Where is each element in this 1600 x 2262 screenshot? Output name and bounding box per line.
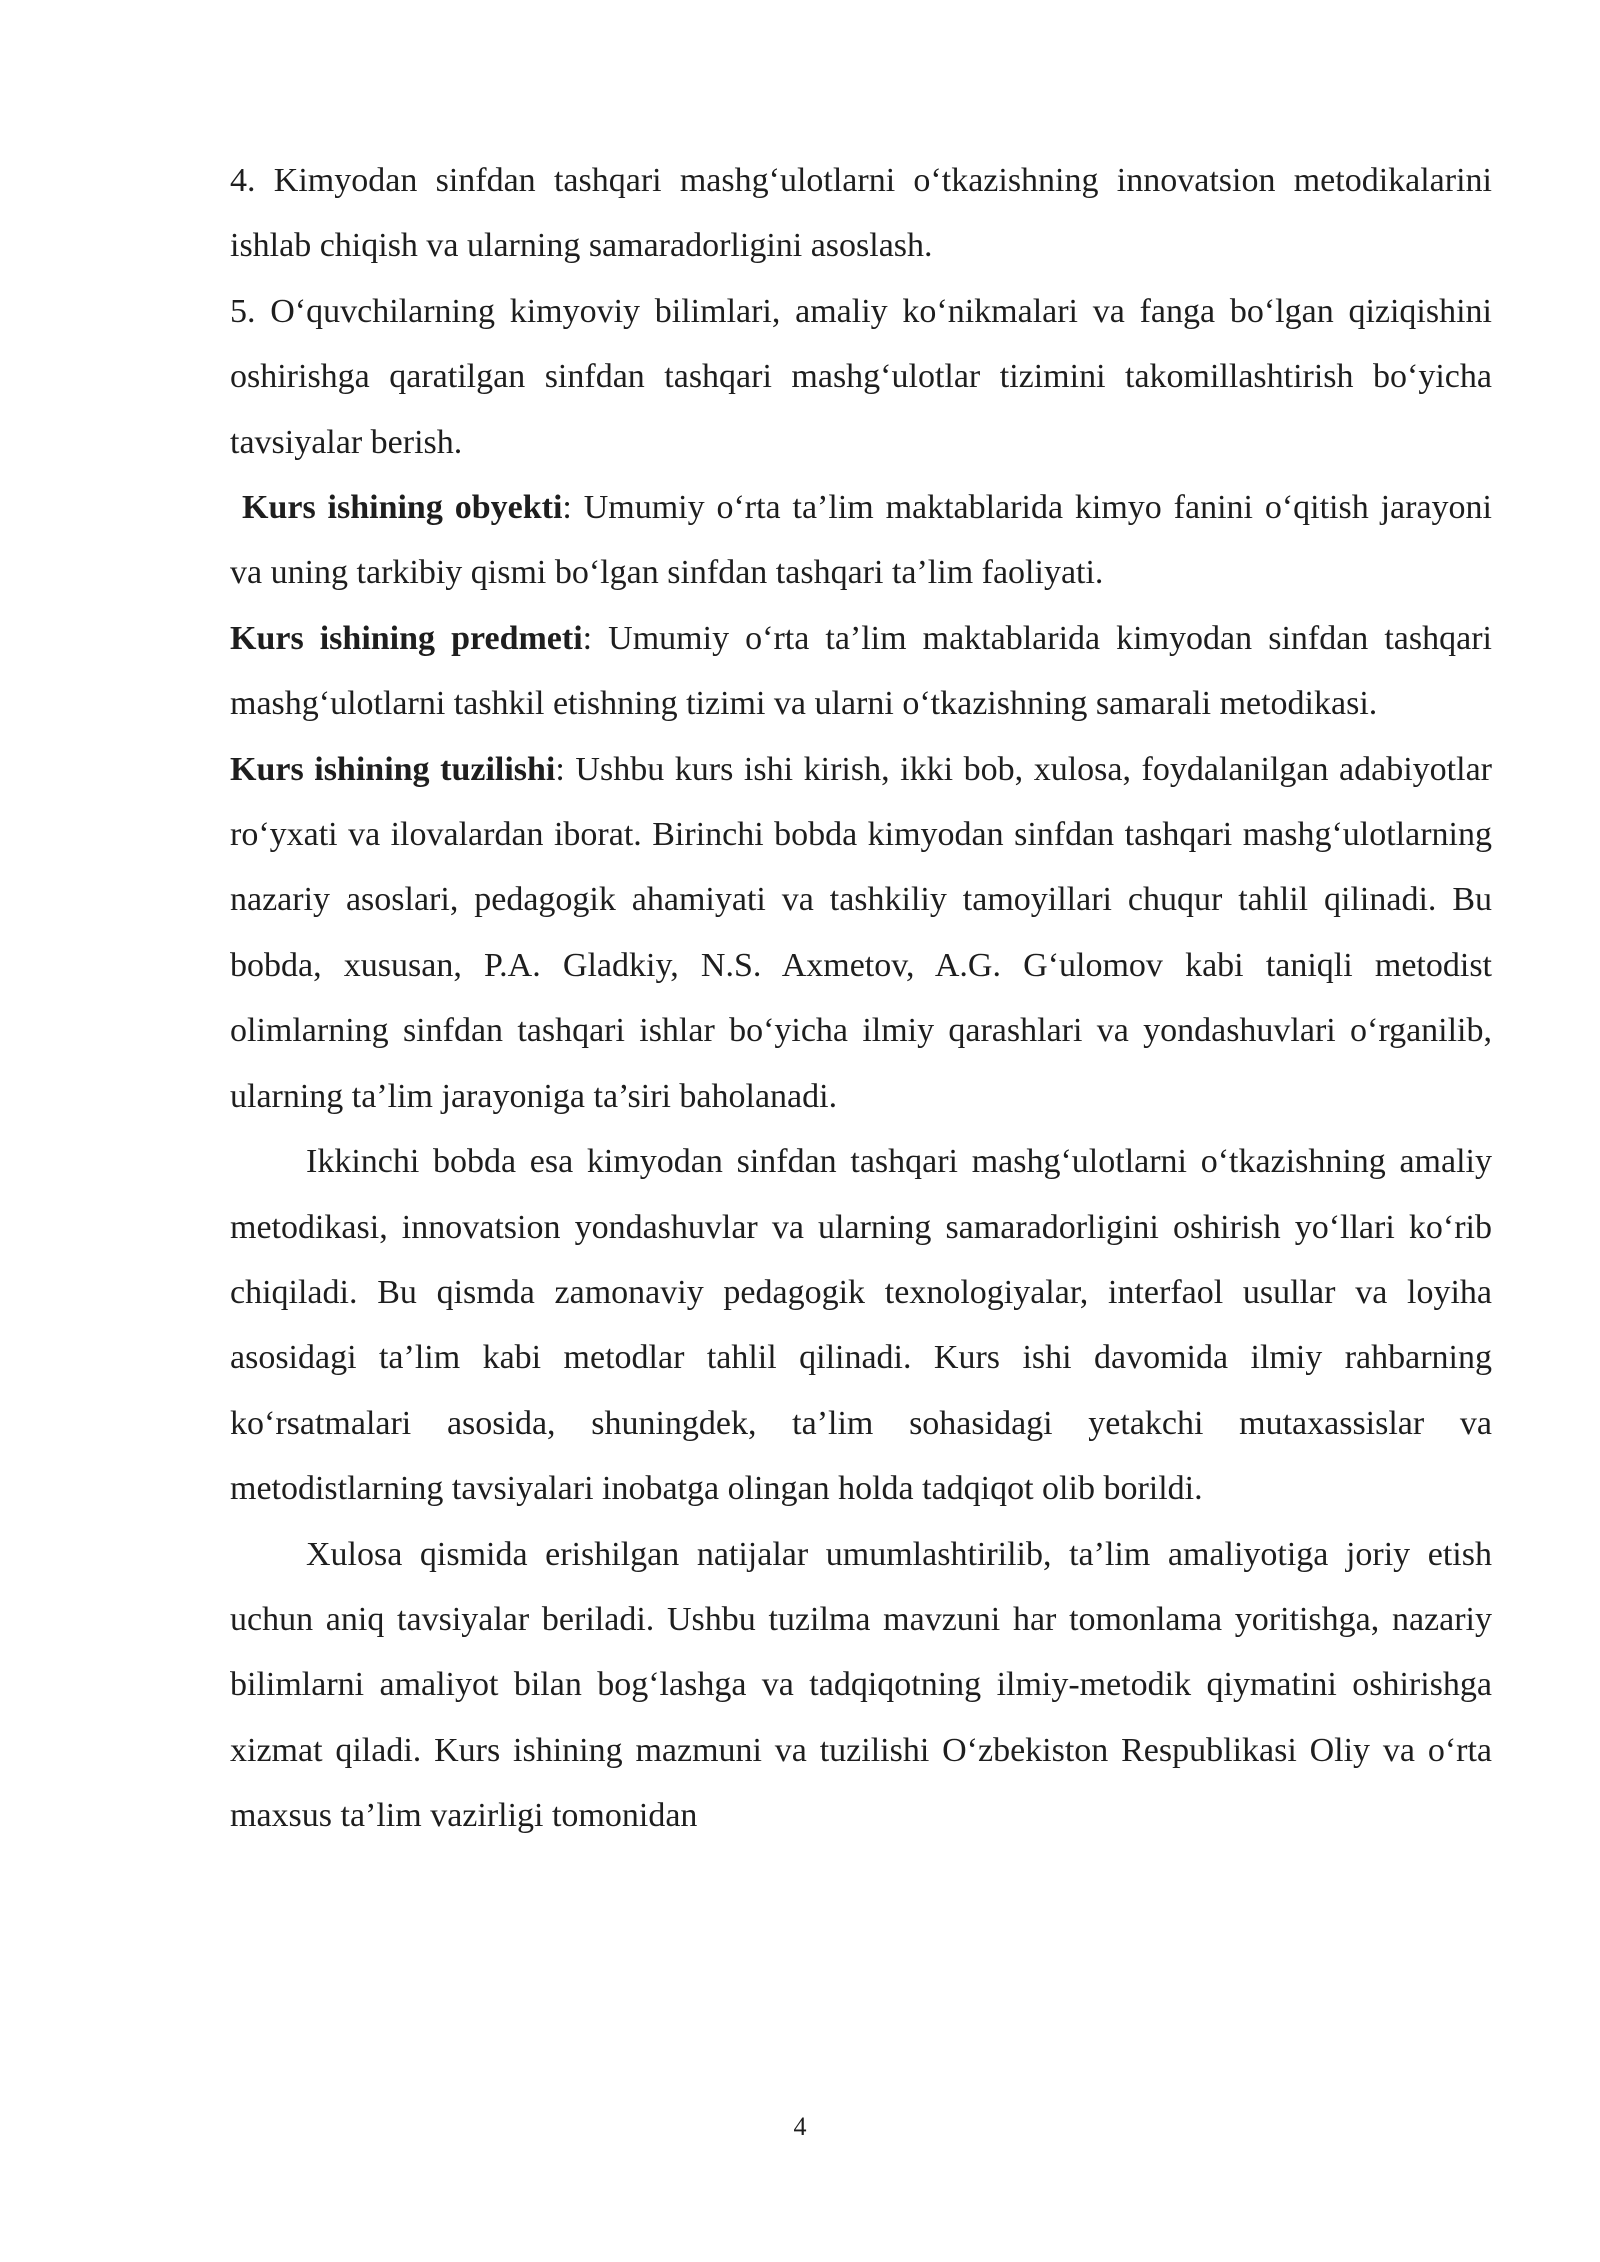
subject-label: Kurs ishining predmeti	[230, 619, 583, 657]
subject-paragraph	[230, 606, 1492, 737]
object-paragraph	[230, 475, 1492, 606]
structure-text: : Ushbu kurs ishi kirish, ikki bob, xulosa, foydalanilgan adabiyotlar ro‘yxati va ilovalardan iborat. Birinchi bobda kimyodan sinfdan tashqari mashg‘ulotlarning nazariy asoslari, pedagogik ahamiyati va tashkiliy tamoyillari chuqur tahlil qilinadi. Bu bobda, xususan, P.A. Gladkiy, N.S. Axmetov, A.G. G‘ulomov kabi taniqli metodist olimlarning sinfdan tashqari ishlar bo‘yicha ilmiy qarashlari va yondashuvlari o‘rganilib, ularning ta’lim jarayoniga ta’siri baholanadi.	[230, 750, 1492, 1115]
object-label: Kurs ishining obyekti	[242, 489, 563, 527]
document-page	[230, 148, 1492, 1849]
structure-label: Kurs ishining tuzilishi	[230, 750, 556, 788]
list-item-4: 4. Kimyodan sinfdan tashqari mashg‘ulotlarni o‘tkazishning innovatsion metodikalarini ishlab chiqish va ularning samaradorligini asoslash.	[230, 162, 1492, 265]
structure-paragraph	[230, 737, 1492, 1129]
list-item-5: 5. O‘quvchilarning kimyoviy bilimlari, amaliy ko‘nikmalari va fanga bo‘lgan qiziqishini oshirishga qaratilgan sinfdan tashqari mashg‘ulotlar tizimini takomillashtirish bo‘yicha tavsiyalar berish.	[230, 292, 1492, 461]
object-text: : Umumiy o‘rta ta’lim maktablarida kimyo fanini o‘qitish jarayoni va uning tarkibiy qismi bo‘lgan sinfdan tashqari ta’lim faoliyati.	[230, 489, 1492, 592]
chapter-two-paragraph: Ikkinchi bobda esa kimyodan sinfdan tashqari mashg‘ulotlarni o‘tkazishning amaliy metodikasi, innovatsion yondashuvlar va ularning samaradorligini oshirish yo‘llari ko‘rib chiqiladi. Bu qismda zamonaviy pedagogik texnologiyalar, interfaol usullar va loyiha asosidagi ta’lim kabi metodlar tahlil qilinadi. Kurs ishi davomida ilmiy rahbarning ko‘rsatmalari asosida, shuningdek, ta’lim sohasidagi yetakchi mutaxassislar va metodistlarning tavsiyalari inobatga olingan holda tadqiqot olib borildi.	[230, 1143, 1492, 1508]
subject-text: : Umumiy o‘rta ta’lim maktablarida kimyodan sinfdan tashqari mashg‘ulotlarni tashkil etishning tizimi va ularni o‘tkazishning samarali metodikasi.	[230, 619, 1492, 723]
page-number: 4	[793, 2112, 807, 2141]
conclusion-paragraph: Xulosa qismida erishilgan natijalar umumlashtirilib, ta’lim amaliyotiga joriy etish uchun aniq tavsiyalar beriladi. Ushbu tuzilma mavzuni har tomonlama yoritishga, nazariy bilimlarni amaliyot bilan bog‘lashga va tadqiqotning ilmiy-metodik qiymatini oshirishga xizmat qiladi. Kurs ishining mazmuni va tuzilishi O‘zbekiston Respublikasi Oliy va o‘rta maxsus ta’lim vazirligi tomonidan	[230, 1535, 1492, 1835]
